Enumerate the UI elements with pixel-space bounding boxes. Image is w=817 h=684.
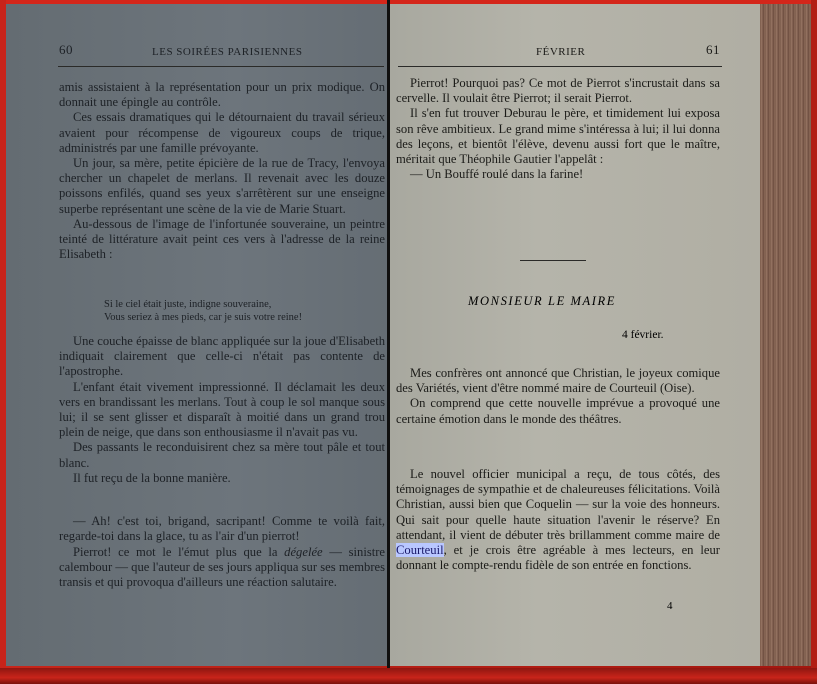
paragraph: — Un Bouffé roulé dans la farine!	[410, 167, 584, 182]
paragraph: L'enfant était vivement impressionné. Il déclamait les deux vers en brandissant les merlans. Tout à coup le sol manque sous lui; il se sent glisser et disparaît à moitié dans un grand trou plein de neige, que dans son enthousiasme il n'avait pas vu.	[59, 379, 385, 440]
paragraph: Ces essais dramatiques qui le détournaient du travail sérieux avaient pour récompense de vigoureux coups de trique, administrés par une famille prévoyante.	[59, 110, 385, 155]
right-running-head: FÉVRIER	[536, 46, 586, 58]
left-block4-after: — sinistre calembour — que l'auteur de ses jours appliqua sur ses membres transis et qui provoqua d'ailleurs une réaction salutaire.	[59, 545, 386, 590]
signature-mark: 4	[667, 600, 673, 612]
left-text-block-4	[59, 545, 385, 591]
left-verse	[104, 298, 302, 324]
right-text-block-1	[396, 76, 720, 182]
paragraph: Mes confrères ont annoncé que Christian, le joyeux comique des Variétés, vient d'être nommé maire de Courteuil (Oise).	[396, 366, 720, 396]
viewer-frame-bottom	[0, 668, 817, 684]
section-dateline: 4 février.	[622, 329, 664, 341]
paragraph: Il fut reçu de la bonne manière.	[73, 470, 231, 485]
right-text-block-3	[396, 467, 720, 573]
left-text-block-1	[59, 80, 385, 262]
search-highlight[interactable]: Courteuil	[396, 543, 444, 558]
left-text-block-2	[59, 334, 385, 486]
paragraph: — Ah! c'est toi, brigand, sacripant! Comme te voilà fait, regarde-toi dans la glace, tu as l'air d'un pierrot!	[59, 514, 385, 544]
left-block4-before: Pierrot! ce mot le l'émut plus que la	[73, 545, 285, 559]
left-text-block-3	[59, 514, 385, 544]
paragraph: amis assistaient à la représentation pour un prix modique. On donnait une épingle au contrôle.	[59, 80, 385, 110]
right-header-rule	[398, 66, 722, 67]
viewer-frame-right	[811, 0, 817, 684]
right-page	[390, 4, 760, 666]
paragraph: Il s'en fut trouver Deburau le père, et timidement lui exposa son rêve ambitieux. Le grand mime s'intéressa à lui; il lui donna des leçons, et bientôt l'élève, devenu aussi fort que le maître, méritait que Théophile Gautier l'appelât :	[396, 106, 720, 167]
paragraph: Des passants le reconduisirent chez sa mère tout pâle et tout blanc.	[59, 440, 385, 470]
left-header-rule	[58, 66, 384, 67]
right-block3-before: Le nouvel officier municipal a reçu, de tous côtés, des témoignages de sympathie et de chaleureuses félicitations. Voilà Christian, aussi bien que Coquelin — sur la voie des honneurs. Qui sait pour quelle haute situation l'avenir le réserve? En attendant, il vient de débuter très brillamment comme maire de	[396, 467, 720, 542]
paragraph: Une couche épaisse de blanc appliquée sur la joue d'Elisabeth indiquait clairement que celle-ci n'était pas contente de l'apostrophe.	[59, 334, 385, 379]
paragraph: Au-dessous de l'image de l'infortunée souveraine, un peintre teinté de littérature avait peint ces vers à l'adresse de la reine Elisabeth :	[59, 216, 385, 262]
verse-line-1: Si le ciel était juste, indigne souveraine,	[104, 299, 272, 310]
section-title: MONSIEUR LE MAIRE	[468, 294, 617, 308]
left-page-number: 60	[59, 42, 73, 57]
verse-line-2: Vous seriez à mes pieds, car je suis votre reine!	[104, 312, 303, 323]
left-running-head: LES SOIRÉES PARISIENNES	[152, 46, 303, 58]
paragraph: Un jour, sa mère, petite épicière de la rue de Tracy, l'envoya chercher un chapelet de merlans. Il revenait avec les douze poissons enfilés, quand ses yeux s'arrêtèrent sur une enseigne superbe représentant une scène de la vie de Marie Stuart.	[59, 156, 385, 216]
right-block3-after: , et je crois être agréable à mes lecteurs, en leur donnant le compte-rendu fidèle de son entrée en fonctions.	[396, 543, 720, 573]
paragraph: On comprend que cette nouvelle imprévue a provoqué une certaine émotion dans le monde des théâtres.	[396, 396, 720, 426]
book-page-edges	[760, 4, 811, 666]
left-page	[6, 4, 388, 666]
right-page-number: 61	[706, 42, 720, 57]
left-block4-italic: dégelée	[284, 545, 323, 559]
right-text-block-2	[396, 366, 720, 427]
paragraph: Pierrot! Pourquoi pas? Ce mot de Pierrot s'incrustait dans sa cervelle. Il voulait être Pierrot; il serait Pierrot.	[396, 76, 720, 106]
section-separator-rule	[520, 260, 586, 261]
